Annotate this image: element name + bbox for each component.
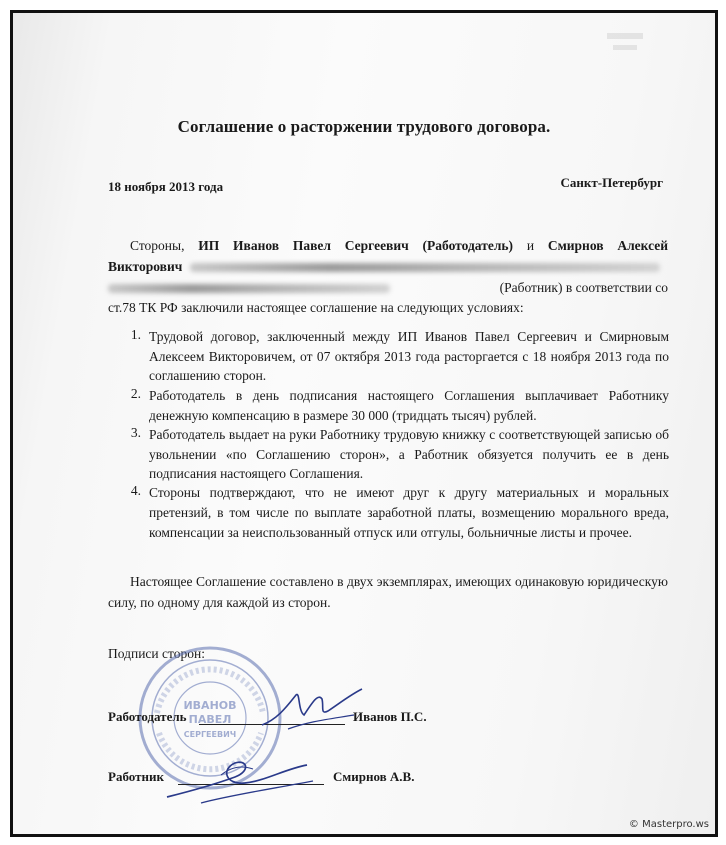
closing-text: Настоящее Соглашение составлено в двух экземплярах, имеющих одинаковую юридическую силу, по одному для каждой из сторон. xyxy=(108,574,668,610)
intro-line-4: ст.78 ТК РФ заключили настоящее соглашение на следующих условиях: xyxy=(108,300,524,315)
redacted-passport-data xyxy=(190,263,660,272)
employee-signature xyxy=(161,745,321,807)
employer-label: Работодатель xyxy=(108,709,187,724)
employee-sign-name: Смирнов А.В. xyxy=(333,769,415,784)
bleed-through-mark xyxy=(605,29,645,59)
item-number: 4. xyxy=(130,483,141,498)
intro-employee-patronymic: Викторович xyxy=(108,259,183,274)
closing-paragraph xyxy=(108,571,668,613)
intro-employer: ИП Иванов Павел Сергеевич (Работодатель) xyxy=(198,238,514,253)
employee-label: Работник xyxy=(108,769,164,784)
document-title: Соглашение о расторжении трудового договора. xyxy=(177,117,551,136)
intro-line-3 xyxy=(108,277,668,298)
stamp-text-line: ИВАНОВ xyxy=(183,699,237,712)
employer-sign-name: Иванов П.С. xyxy=(353,709,427,724)
list-item: Работодатель выдает на руки Работнику трудовую книжку с соответствующей записью об увольнении «по Соглашению сторон», а Работник обязуется получить ее в день подписания настоящего Соглашения. xyxy=(149,427,669,481)
stamp-text-line: ПАВЕЛ xyxy=(188,713,232,726)
intro-line-1 xyxy=(108,235,668,256)
item-number: 1. xyxy=(130,327,141,342)
redacted-passport-data-2 xyxy=(108,284,390,293)
list-item: Работодатель в день подписания настоящего Соглашения выплачивает Работнику денежную компенсацию в размере 30 000 (тридцать тысяч) рублей. xyxy=(149,388,669,423)
document-city: Санкт-Петербург xyxy=(560,175,663,190)
employer-signature xyxy=(258,685,368,733)
document-page xyxy=(10,10,718,837)
list-item: Трудовой договор, заключенный между ИП Иванов Павел Сергеевич и Смирновым Алексеем Викторовичем, от 07 октября 2013 года расторгается с 18 ноября 2013 года по соглашению сторон. xyxy=(149,329,669,383)
intro-prefix: Стороны, xyxy=(130,238,185,253)
signatures-heading: Подписи сторон: xyxy=(108,646,205,661)
intro-conj: и xyxy=(526,238,535,253)
intro-employee-role: (Работник) в соответствии со xyxy=(499,280,668,295)
item-number: 2. xyxy=(130,386,141,401)
document-date: 18 ноября 2013 года xyxy=(108,179,224,194)
intro-line-2 xyxy=(108,256,668,277)
stamp-text-line: СЕРГЕЕВИЧ xyxy=(183,730,237,739)
item-number: 3. xyxy=(130,425,141,440)
list-item: Стороны подтверждают, что не имеют друг к другу материальных и моральных претензий, в том числе по выплате заработной платы, возмещению морального вреда, компенсации за неиспользованный отпуск или отгулы, больничные листы и прочее. xyxy=(149,485,669,540)
intro-employee-name: Смирнов Алексей xyxy=(547,238,669,253)
watermark: © Masterpro.ws xyxy=(628,819,709,830)
